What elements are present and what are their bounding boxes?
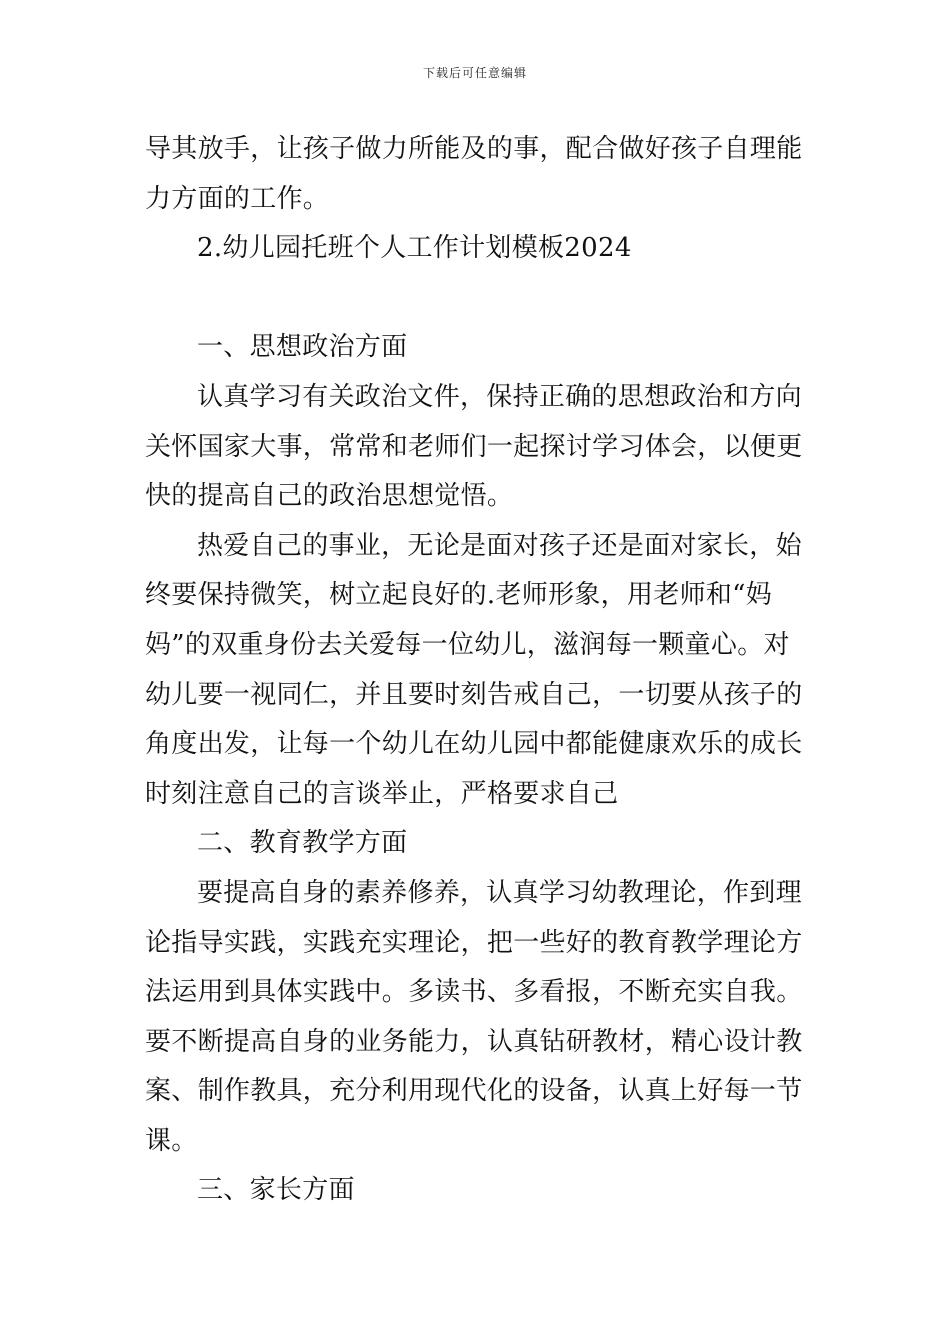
text-line: 要提高自身的素养修养，认真学习幼教理论，作到理 — [197, 877, 802, 908]
text-line: 热爱自己的事业，无论是面对孩子还是面对家长，始 — [197, 530, 802, 561]
document-body — [145, 125, 810, 1216]
text-line: 快的提高自己的政治思想觉悟。 — [145, 481, 514, 512]
text-line: 时刻注意自己的言谈举止，严格要求自己 — [145, 778, 619, 809]
text-line: 终要保持微笑，树立起良好的.老师形象，用老师和“妈 — [145, 580, 773, 611]
text-line: 一、思想政治方面 — [197, 332, 408, 363]
blank-line — [145, 274, 810, 324]
text-line: 导其放手，让孩子做力所能及的事，配合做好孩子自理能 — [145, 134, 803, 164]
text-line: 2.幼儿园托班个人工作计划模板2024 — [197, 233, 632, 264]
text-line: 关怀国家大事，常常和老师们一起探讨学习体会，以便更 — [145, 431, 803, 462]
text-line: 课。 — [145, 1125, 198, 1156]
text-line: 案、制作教具，充分利用现代化的设备，认真上好每一节 — [145, 1076, 803, 1107]
text-line: 角度出发，让每一个幼儿在幼儿园中都能健康欢乐的成长 — [145, 729, 803, 760]
text-line: 要不断提高自身的业务能力，认真钻研教材，精心设计教 — [145, 1026, 803, 1057]
text-line: 认真学习有关政治文件，保持正确的思想政治和方向 — [197, 381, 802, 412]
text-line: 二、教育教学方面 — [197, 828, 408, 859]
text-line: 妈”的双重身份去关爱每一位幼儿，滋润每一颗童心。对 — [145, 629, 790, 660]
text-line: 三、家长方面 — [197, 1175, 355, 1206]
text-line: 幼儿要一视同仁，并且要时刻告戒自己，一切要从孩子的 — [145, 679, 803, 710]
page-header: 下载后可任意编辑 — [422, 66, 527, 80]
text-line: 法运用到具体实践中。多读书、多看报，不断充实自我。 — [145, 977, 803, 1008]
text-line: 论指导实践，实践充实理论，把一些好的教育教学理论方 — [145, 927, 803, 958]
text-line: 力方面的工作。 — [145, 183, 330, 214]
